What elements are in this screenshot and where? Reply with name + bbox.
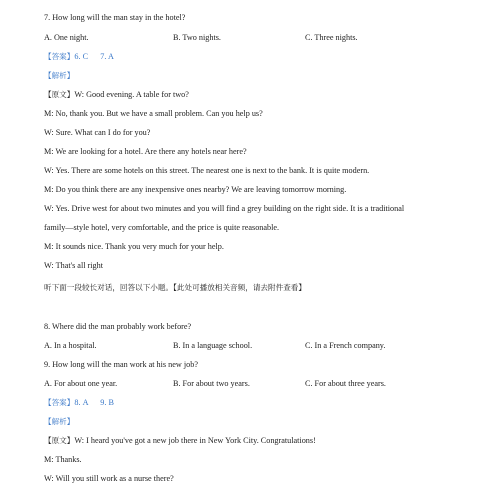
transcript-1-line-2: W: Sure. What can I do for you? [44,128,151,137]
transcript-text: W: Good evening. A table for two? [74,90,189,99]
transcript-1-line-6: W: Yes. Drive west for about two minutes and you will find a grey building on the right side. It is a traditional [44,204,405,213]
q7-option-b: B. Two nights. [173,33,221,42]
answer-block-1 [44,52,114,62]
transcript-1-line-8: M: It sounds nice. Thank you very much for your help. [44,242,224,251]
transcript-text: W: I heard you've got a new job there in New York City. Congratulations! [74,436,316,445]
analysis-label-1: 【解析】 [44,71,75,80]
question-9: 9. How long will the man work at his new job? [44,360,198,369]
transcript-2-line-2: W: Will you still work as a nurse there? [44,474,174,483]
question-8: 8. Where did the man probably work before? [44,322,192,331]
listening-instruction: 听下面一段较长对话，回答以下小题。【此处可播放相关音频，请去附件查看】 [44,283,306,292]
transcript-1-line-9: W: That's all right [44,261,104,270]
q8-option-a: A. In a hospital. [44,341,97,350]
answer-label: 【答案】 [44,52,75,61]
answer-value: 8. A 9. B [74,398,114,407]
transcript-2-line-0 [44,436,316,446]
q8-option-c: C. In a French company. [305,341,386,350]
transcript-label: 【原文】 [44,90,75,99]
q8-option-b: B. In a language school. [173,341,253,350]
q9-option-c: C. For about three years. [305,379,386,388]
transcript-2-line-1: M: Thanks. [44,455,82,464]
answer-label: 【答案】 [44,398,75,407]
transcript-1-line-1: M: No, thank you. But we have a small problem. Can you help us? [44,109,263,118]
analysis-label-2: 【解析】 [44,417,75,426]
question-7: 7. How long will the man stay in the hotel? [44,13,186,22]
q9-option-a: A. For about one year. [44,379,118,388]
q7-option-c: C. Three nights. [305,33,358,42]
transcript-1-line-5: M: Do you think there are any inexpensive ones nearby? We are leaving tomorrow morning. [44,185,347,194]
q9-option-b: B. For about two years. [173,379,250,388]
transcript-1-line-4: W: Yes. There are some hotels on this street. The nearest one is next to the bank. It is quite modern. [44,166,370,175]
transcript-1-line-0 [44,90,189,100]
answer-block-2 [44,398,114,408]
q7-option-a: A. One night. [44,33,89,42]
answer-value: 6. C 7. A [74,52,114,61]
transcript-label: 【原文】 [44,436,75,445]
transcript-1-line-7: family—style hotel, very comfortable, and the price is quite reasonable. [44,223,280,232]
transcript-1-line-3: M: We are looking for a hotel. Are there any hotels near here? [44,147,247,156]
